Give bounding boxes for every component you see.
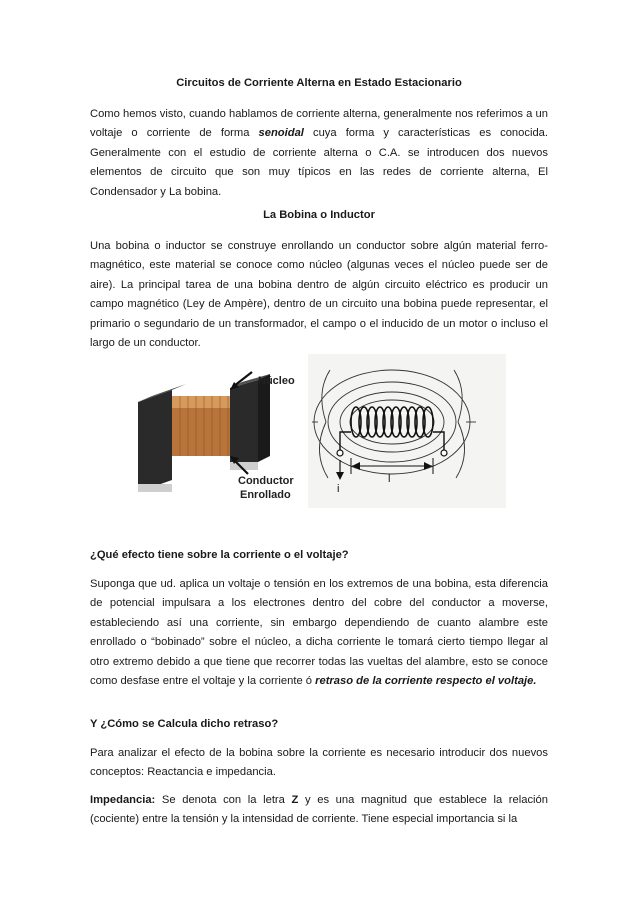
label-nucleo: Núcleo — [258, 375, 295, 387]
question1-block — [90, 546, 548, 565]
intro-paragraph — [90, 105, 548, 202]
para4-text-2: y es una magnitud que establece la relación (cociente) entre la tensión y la intensidad de corriente. Tiene especial importancia si la — [90, 794, 548, 826]
document-title: Circuitos de Corriente Alterna en Estado Estacionario — [176, 77, 462, 89]
para2-block — [90, 575, 548, 691]
para2-text: Suponga que ud. aplica un voltaje o tensión en los extremos de una bobina, esta diferencia de potencial impulsara a los electrones dentro del cobre del conductor a moverse, estableciendo así una corriente, sin embargo dependiendo de cuanto alambre este enrollado o “bobinado” sobre el núcleo, a dicha corriente le tomará cierto tiempo llegar al otro extremo debido a que tiene que recorrer todas las vueltas del alambre, esto se conoce como desfase entre el voltaje y la corriente ó — [90, 578, 548, 688]
question2-block — [90, 715, 548, 734]
intro-text — [90, 105, 548, 202]
intro-text-1: Como hemos visto, cuando hablamos de corriente alterna, generalmente nos referimos a un voltaje o corriente de forma — [90, 108, 548, 140]
para3-block — [90, 744, 548, 783]
para4-text-1: Se denota con la letra — [155, 794, 292, 806]
question-calculo: Y ¿Cómo se Calcula dicho retraso? — [90, 718, 279, 730]
intro-text-2: cuya forma y características es conocida. Generalmente con el estudio de corriente alterna o C.A. se introducen dos nuevos elementos de circuito que son muy típicos en las redes de corriente alterna, El Condensador y La bobina. — [90, 127, 549, 198]
field-diagram — [308, 354, 506, 508]
inductor-photo — [138, 372, 295, 501]
label-i: i — [337, 483, 340, 495]
title-block — [90, 74, 548, 93]
section1-paragraph — [90, 237, 548, 353]
intro-emphasis: senoidal — [258, 127, 304, 140]
para4-block — [90, 791, 548, 830]
section1-heading — [90, 206, 548, 225]
impedance-label: Impedancia: — [90, 794, 156, 806]
section-title-bobina: La Bobina o Inductor — [263, 209, 375, 221]
concepts-intro: Para analizar el efecto de la bobina sobre la corriente es necesario introducir dos nuevos conceptos: Reactancia e impedancia. — [90, 747, 548, 779]
bobina-description: Una bobina o inductor se construye enrollando un conductor sobre algún material ferro-magnético, este material se conoce como núcleo (algunas veces el núcleo puede ser de aire). La principal tarea de una bobina dentro de algún circuito eléctrico es producir un campo magnético (Ley de Ampère), dentro de un circuito una bobina puede representar, el primario o segundario de un transformador, el campo o el inducido de un motor o incluso el largo de un conductor. — [90, 240, 548, 350]
label-l: l — [388, 473, 391, 485]
inductor-figure — [130, 352, 508, 510]
impedance-definition — [90, 791, 548, 830]
voltage-explanation — [90, 575, 548, 691]
impedance-letter: Z — [291, 794, 299, 806]
label-enrollado: Enrollado — [240, 489, 291, 501]
question-efecto: ¿Qué efecto tiene sobre la corriente o el voltaje? — [90, 549, 349, 561]
label-conductor: Conductor — [238, 475, 294, 487]
para2-emphasis: retraso de la corriente respecto el voltaje. — [315, 675, 537, 688]
